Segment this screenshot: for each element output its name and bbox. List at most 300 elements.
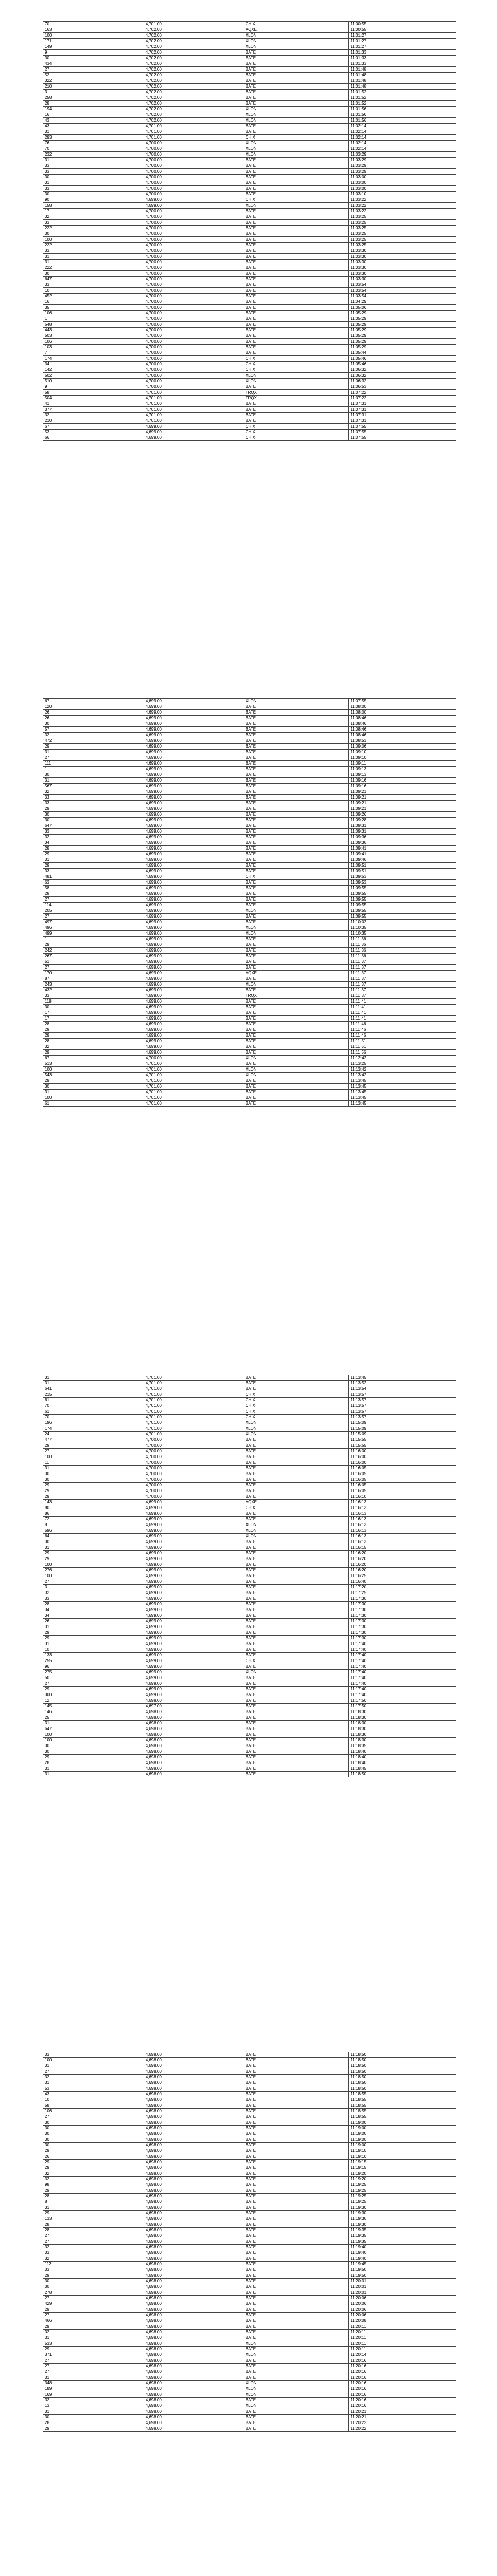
table-row	[43, 1067, 456, 1073]
volume-cell: 33	[43, 169, 144, 175]
price-cell: 4,699.00	[144, 880, 244, 886]
table-row	[43, 1022, 456, 1027]
table-row	[43, 112, 456, 118]
table-row	[43, 2205, 456, 2211]
price-cell: 4,700.00	[144, 356, 244, 362]
volume-cell: 647	[43, 1726, 144, 1732]
time-cell: 11:01:27	[349, 44, 456, 50]
price-cell: 4,698.00	[144, 2177, 244, 2182]
table-row	[43, 1721, 456, 1726]
time-cell: 11:17:40	[349, 1653, 456, 1658]
table-row	[43, 818, 456, 823]
venue-cell: BATE	[244, 2069, 349, 2075]
table-row	[43, 716, 456, 721]
price-cell: 4,701.00	[144, 1078, 244, 1084]
table-row	[43, 328, 456, 333]
venue-cell: BATE	[244, 2075, 349, 2080]
volume-cell: 30	[43, 271, 144, 277]
price-cell: 4,702.00	[144, 33, 244, 39]
volume-cell: 29	[43, 2307, 144, 2313]
venue-cell: BATE	[244, 857, 349, 863]
price-cell: 4,701.00	[144, 1392, 244, 1398]
venue-cell: BATE	[244, 1033, 349, 1039]
trades-table	[43, 21, 456, 441]
price-cell: 4,699.00	[144, 823, 244, 829]
venue-cell: BATE	[244, 2364, 349, 2369]
price-cell: 4,698.00	[144, 2097, 244, 2103]
venue-cell: BATE	[244, 880, 349, 886]
table-row	[43, 384, 456, 390]
time-cell: 11:17:30	[349, 1596, 456, 1602]
price-cell: 4,698.00	[144, 2420, 244, 2426]
venue-cell: BATE	[244, 2092, 349, 2097]
time-cell: 11:01:52	[349, 101, 456, 107]
venue-cell: BATE	[244, 2369, 349, 2375]
table-row	[43, 937, 456, 942]
venue-cell: BATE	[244, 1579, 349, 1585]
time-cell: 11:09:28	[349, 818, 456, 823]
time-cell: 11:03:00	[349, 175, 456, 180]
table-row	[43, 1562, 456, 1568]
venue-cell: BATE	[244, 1687, 349, 1692]
volume-cell: 27	[43, 2239, 144, 2245]
table-row	[43, 1687, 456, 1692]
volume-cell: 28	[43, 891, 144, 897]
volume-cell: 3	[43, 1585, 144, 1590]
venue-cell: BATE	[244, 2120, 349, 2126]
table-row	[43, 1755, 456, 1760]
time-cell: 11:08:00	[349, 710, 456, 716]
time-cell: 11:01:48	[349, 67, 456, 73]
volume-cell: 100	[43, 1095, 144, 1101]
table-row	[43, 2216, 456, 2222]
venue-cell: CHIX	[244, 874, 349, 880]
venue-cell: BATE	[244, 2103, 349, 2109]
volume-cell: 210	[43, 418, 144, 424]
venue-cell: BATE	[244, 1005, 349, 1010]
price-cell: 4,699.00	[144, 897, 244, 903]
venue-cell: BATE	[244, 1466, 349, 1471]
table-row	[43, 1090, 456, 1095]
venue-cell: BATE	[244, 1613, 349, 1619]
trades-table	[43, 698, 456, 1107]
volume-cell: 32	[43, 2245, 144, 2250]
table-row	[43, 2075, 456, 2080]
time-cell: 11:11:46	[349, 1033, 456, 1039]
table-row	[43, 248, 456, 254]
volume-cell: 215	[43, 1392, 144, 1398]
price-cell: 4,699.00	[144, 869, 244, 874]
venue-cell: BATE	[244, 942, 349, 948]
time-cell: 11:11:37	[349, 965, 456, 971]
volume-cell: 174	[43, 356, 144, 362]
volume-cell: 472	[43, 738, 144, 744]
price-cell: 4,702.00	[144, 73, 244, 78]
price-cell: 4,699.00	[144, 761, 244, 767]
volume-cell: 11	[43, 1460, 144, 1466]
price-cell: 4,702.00	[144, 27, 244, 33]
table-row	[43, 169, 456, 175]
time-cell: 11:20:16	[349, 2358, 456, 2364]
volume-cell: 100	[43, 1454, 144, 1460]
venue-cell: BATE	[244, 818, 349, 823]
time-cell: 11:18:55	[349, 2109, 456, 2114]
table-row	[43, 2228, 456, 2233]
venue-cell: BATE	[244, 260, 349, 265]
time-cell: 11:11:37	[349, 976, 456, 982]
volume-cell: 8	[43, 1522, 144, 1528]
venue-cell: TRQX	[244, 993, 349, 999]
time-cell: 11:09:55	[349, 903, 456, 908]
venue-cell: BATE	[244, 1511, 349, 1517]
price-cell: 4,698.00	[144, 2318, 244, 2324]
venue-cell: CHIX	[244, 1409, 349, 1415]
volume-cell: 34	[43, 362, 144, 367]
price-cell: 4,698.00	[144, 2386, 244, 2392]
table-row	[43, 971, 456, 976]
volume-cell: 31	[43, 2409, 144, 2415]
venue-cell: BATE	[244, 2267, 349, 2273]
venue-cell: XLON	[244, 33, 349, 39]
price-cell: 4,702.00	[144, 112, 244, 118]
price-cell: 4,701.00	[144, 1084, 244, 1090]
table-row	[43, 1403, 456, 1409]
venue-cell: BATE	[244, 299, 349, 305]
volume-cell: 34	[43, 1607, 144, 1613]
volume-cell: 30	[43, 1084, 144, 1090]
volume-cell: 142	[43, 367, 144, 373]
venue-cell: BATE	[244, 1050, 349, 1056]
table-row	[43, 407, 456, 413]
price-cell: 4,699.00	[144, 1039, 244, 1044]
table-row	[43, 2267, 456, 2273]
price-cell: 4,699.00	[144, 846, 244, 852]
time-cell: 11:11:37	[349, 959, 456, 965]
venue-cell: BATE	[244, 2273, 349, 2279]
time-cell: 11:20:06	[349, 2307, 456, 2313]
volume-cell: 10	[43, 2097, 144, 2103]
volume-cell: 29	[43, 852, 144, 857]
time-cell: 11:18:50	[349, 2063, 456, 2069]
table-row	[43, 1381, 456, 1386]
venue-cell: BATE	[244, 2211, 349, 2216]
time-cell: 11:19:30	[349, 2205, 456, 2211]
venue-cell: BATE	[244, 2154, 349, 2160]
table-row	[43, 1488, 456, 1494]
price-cell: 4,700.00	[144, 163, 244, 169]
volume-cell: 30	[43, 2279, 144, 2284]
venue-cell: CHIX	[244, 430, 349, 435]
venue-cell: BATE	[244, 1022, 349, 1027]
price-cell: 4,700.00	[144, 288, 244, 294]
time-cell: 11:03:29	[349, 163, 456, 169]
price-cell: 4,700.00	[144, 1471, 244, 1477]
volume-cell: 31	[43, 129, 144, 135]
volume-cell: 641	[43, 1386, 144, 1392]
volume-cell: 58	[43, 2103, 144, 2109]
volume-cell: 28	[43, 2222, 144, 2228]
price-cell: 4,699.00	[144, 203, 244, 209]
time-cell: 11:13:45	[349, 1375, 456, 1381]
price-cell: 4,699.00	[144, 424, 244, 430]
time-cell: 11:09:26	[349, 812, 456, 818]
price-cell: 4,699.00	[144, 1602, 244, 1607]
price-cell: 4,702.00	[144, 84, 244, 90]
table-row	[43, 942, 456, 948]
venue-cell: BATE	[244, 2131, 349, 2137]
venue-cell: BATE	[244, 186, 349, 192]
volume-cell: 8	[43, 2199, 144, 2205]
price-cell: 4,700.00	[144, 248, 244, 254]
volume-cell: 30	[43, 2137, 144, 2143]
price-cell: 4,699.00	[144, 1636, 244, 1641]
venue-cell: BATE	[244, 1749, 349, 1755]
venue-cell: BATE	[244, 2109, 349, 2114]
volume-cell: 28	[43, 1760, 144, 1766]
price-cell: 4,698.00	[144, 2239, 244, 2245]
volume-cell: 28	[43, 1022, 144, 1027]
venue-cell: BATE	[244, 863, 349, 869]
table-row	[43, 1466, 456, 1471]
price-cell: 4,700.00	[144, 299, 244, 305]
venue-cell: BATE	[244, 407, 349, 413]
time-cell: 11:18:30	[349, 1715, 456, 1721]
table-row	[43, 1392, 456, 1398]
price-cell: 4,698.00	[144, 2154, 244, 2160]
time-cell: 11:03:10	[349, 192, 456, 197]
table-row	[43, 192, 456, 197]
volume-cell: 32	[43, 413, 144, 418]
price-cell: 4,698.00	[144, 2182, 244, 2188]
volume-cell: 33	[43, 829, 144, 835]
volume-cell: 33	[43, 993, 144, 999]
table-row	[43, 345, 456, 350]
venue-cell: BATE	[244, 716, 349, 721]
venue-cell: BATE	[244, 78, 349, 84]
volume-cell: 58	[43, 886, 144, 891]
price-cell: 4,699.00	[144, 857, 244, 863]
price-cell: 4,698.00	[144, 2171, 244, 2177]
table-row	[43, 2165, 456, 2171]
table-row	[43, 73, 456, 78]
venue-cell: XLON	[244, 1670, 349, 1675]
table-row	[43, 430, 456, 435]
price-cell: 4,699.00	[144, 716, 244, 721]
time-cell: 11:03:30	[349, 248, 456, 254]
price-cell: 4,701.00	[144, 413, 244, 418]
venue-cell: XLON	[244, 2352, 349, 2358]
price-cell: 4,700.00	[144, 271, 244, 277]
price-cell: 4,699.00	[144, 1033, 244, 1039]
time-cell: 11:13:52	[349, 1381, 456, 1386]
price-cell: 4,698.00	[144, 2347, 244, 2352]
time-cell: 11:19:50	[349, 2267, 456, 2273]
price-cell: 4,698.00	[144, 2148, 244, 2154]
price-cell: 4,700.00	[144, 1454, 244, 1460]
volume-cell: 133	[43, 1653, 144, 1658]
volume-cell: 242	[43, 948, 144, 954]
venue-cell: BATE	[244, 2165, 349, 2171]
price-cell: 4,699.00	[144, 1005, 244, 1010]
time-cell: 11:08:53	[349, 738, 456, 744]
price-cell: 4,700.00	[144, 260, 244, 265]
venue-cell: TRQX	[244, 390, 349, 396]
time-cell: 11:16:13	[349, 1539, 456, 1545]
price-cell: 4,698.00	[144, 2126, 244, 2131]
venue-cell: BATE	[244, 846, 349, 852]
time-cell: 11:19:20	[349, 2171, 456, 2177]
venue-cell: BATE	[244, 2409, 349, 2415]
volume-cell: 647	[43, 823, 144, 829]
price-cell: 4,699.00	[144, 874, 244, 880]
volume-cell: 30	[43, 2415, 144, 2420]
volume-cell: 31	[43, 778, 144, 784]
venue-cell: BATE	[244, 2182, 349, 2188]
table-row	[43, 1432, 456, 1437]
price-cell: 4,701.00	[144, 1403, 244, 1409]
time-cell: 11:13:57	[349, 1415, 456, 1420]
time-cell: 11:09:31	[349, 829, 456, 835]
price-cell: 4,698.00	[144, 2369, 244, 2375]
venue-cell: BATE	[244, 1602, 349, 1607]
time-cell: 11:19:25	[349, 2199, 456, 2205]
venue-cell: CHIX	[244, 435, 349, 441]
table-row	[43, 78, 456, 84]
table-row	[43, 789, 456, 795]
price-cell: 4,698.00	[144, 2273, 244, 2279]
table-row	[43, 1039, 456, 1044]
volume-cell: 348	[43, 2381, 144, 2386]
price-cell: 4,699.00	[144, 852, 244, 857]
venue-cell: BATE	[244, 2290, 349, 2296]
table-row	[43, 180, 456, 186]
price-cell: 4,698.00	[144, 2324, 244, 2330]
price-cell: 4,699.00	[144, 1590, 244, 1596]
price-cell: 4,698.00	[144, 2069, 244, 2075]
price-cell: 4,699.00	[144, 1585, 244, 1590]
venue-cell: BATE	[244, 976, 349, 982]
table-row	[43, 1658, 456, 1664]
table-row	[43, 214, 456, 220]
table-row	[43, 914, 456, 920]
price-cell: 4,701.00	[144, 135, 244, 141]
volume-cell: 31	[43, 2335, 144, 2341]
price-cell: 4,699.00	[144, 1664, 244, 1670]
venue-cell: XLON	[244, 44, 349, 50]
volume-cell: 276	[43, 1568, 144, 1573]
time-cell: 11:05:29	[349, 339, 456, 345]
price-cell: 4,701.00	[144, 1398, 244, 1403]
venue-cell: BATE	[244, 1454, 349, 1460]
venue-cell: XLON	[244, 982, 349, 988]
price-cell: 4,699.00	[144, 727, 244, 733]
volume-cell: 31	[43, 1545, 144, 1551]
volume-cell: 29	[43, 2160, 144, 2165]
time-cell: 11:20:01	[349, 2290, 456, 2296]
time-cell: 11:01:27	[349, 33, 456, 39]
table-row	[43, 1454, 456, 1460]
price-cell: 4,699.00	[144, 954, 244, 959]
table-row	[43, 61, 456, 67]
time-cell: 11:13:42	[349, 1067, 456, 1073]
table-row	[43, 1033, 456, 1039]
volume-cell: 32	[43, 1590, 144, 1596]
table-row	[43, 1494, 456, 1500]
price-cell: 4,700.00	[144, 158, 244, 163]
price-cell: 4,699.00	[144, 738, 244, 744]
table-row	[43, 90, 456, 95]
venue-cell: XLON	[244, 141, 349, 146]
table-row	[43, 356, 456, 362]
time-cell: 11:07:55	[349, 435, 456, 441]
table-row	[43, 2324, 456, 2330]
time-cell: 11:09:53	[349, 874, 456, 880]
price-cell: 4,699.00	[144, 1658, 244, 1664]
price-cell: 4,700.00	[144, 1477, 244, 1483]
volume-cell: 27	[43, 1681, 144, 1687]
venue-cell: BATE	[244, 158, 349, 163]
price-cell: 4,698.00	[144, 1732, 244, 1738]
volume-cell: 146	[43, 1709, 144, 1715]
time-cell: 11:19:25	[349, 2194, 456, 2199]
venue-cell: BATE	[244, 328, 349, 333]
venue-cell: BATE	[244, 1590, 349, 1596]
price-cell: 4,699.00	[144, 1050, 244, 1056]
price-cell: 4,700.00	[144, 384, 244, 390]
volume-cell: 30	[43, 2120, 144, 2126]
volume-cell: 33	[43, 282, 144, 288]
time-cell: 11:03:25	[349, 237, 456, 243]
price-cell: 4,701.00	[144, 1095, 244, 1101]
volume-cell: 28	[43, 1602, 144, 1607]
venue-cell: BATE	[244, 1664, 349, 1670]
price-cell: 4,699.00	[144, 1500, 244, 1505]
volume-cell: 33	[43, 801, 144, 806]
table-row	[43, 44, 456, 50]
volume-cell: 222	[43, 226, 144, 231]
price-cell: 4,700.00	[144, 237, 244, 243]
table-row	[43, 373, 456, 379]
time-cell: 11:09:51	[349, 863, 456, 869]
venue-cell: BATE	[244, 254, 349, 260]
table-row	[43, 1732, 456, 1738]
volume-cell: 27	[43, 2313, 144, 2318]
time-cell: 11:15:09	[349, 1426, 456, 1432]
venue-cell: XLON	[244, 1420, 349, 1426]
time-cell: 11:20:01	[349, 2284, 456, 2290]
volume-cell: 1	[43, 937, 144, 942]
volume-cell: 32	[43, 1044, 144, 1050]
price-cell: 4,699.00	[144, 1607, 244, 1613]
time-cell: 11:01:27	[349, 39, 456, 44]
price-cell: 4,699.00	[144, 750, 244, 755]
venue-cell: BATE	[244, 2199, 349, 2205]
table-row	[43, 1692, 456, 1698]
venue-cell: BATE	[244, 733, 349, 738]
time-cell: 11:00:55	[349, 27, 456, 33]
venue-cell: BATE	[244, 999, 349, 1005]
price-cell: 4,701.00	[144, 1061, 244, 1067]
volume-cell: 28	[43, 2420, 144, 2426]
volume-cell: 32	[43, 2075, 144, 2080]
price-cell: 4,698.00	[144, 2160, 244, 2165]
volume-cell: 145	[43, 1704, 144, 1709]
time-cell: 11:07:31	[349, 413, 456, 418]
price-cell: 4,699.00	[144, 744, 244, 750]
price-cell: 4,698.00	[144, 2137, 244, 2143]
table-row	[43, 1641, 456, 1647]
table-row	[43, 2273, 456, 2279]
